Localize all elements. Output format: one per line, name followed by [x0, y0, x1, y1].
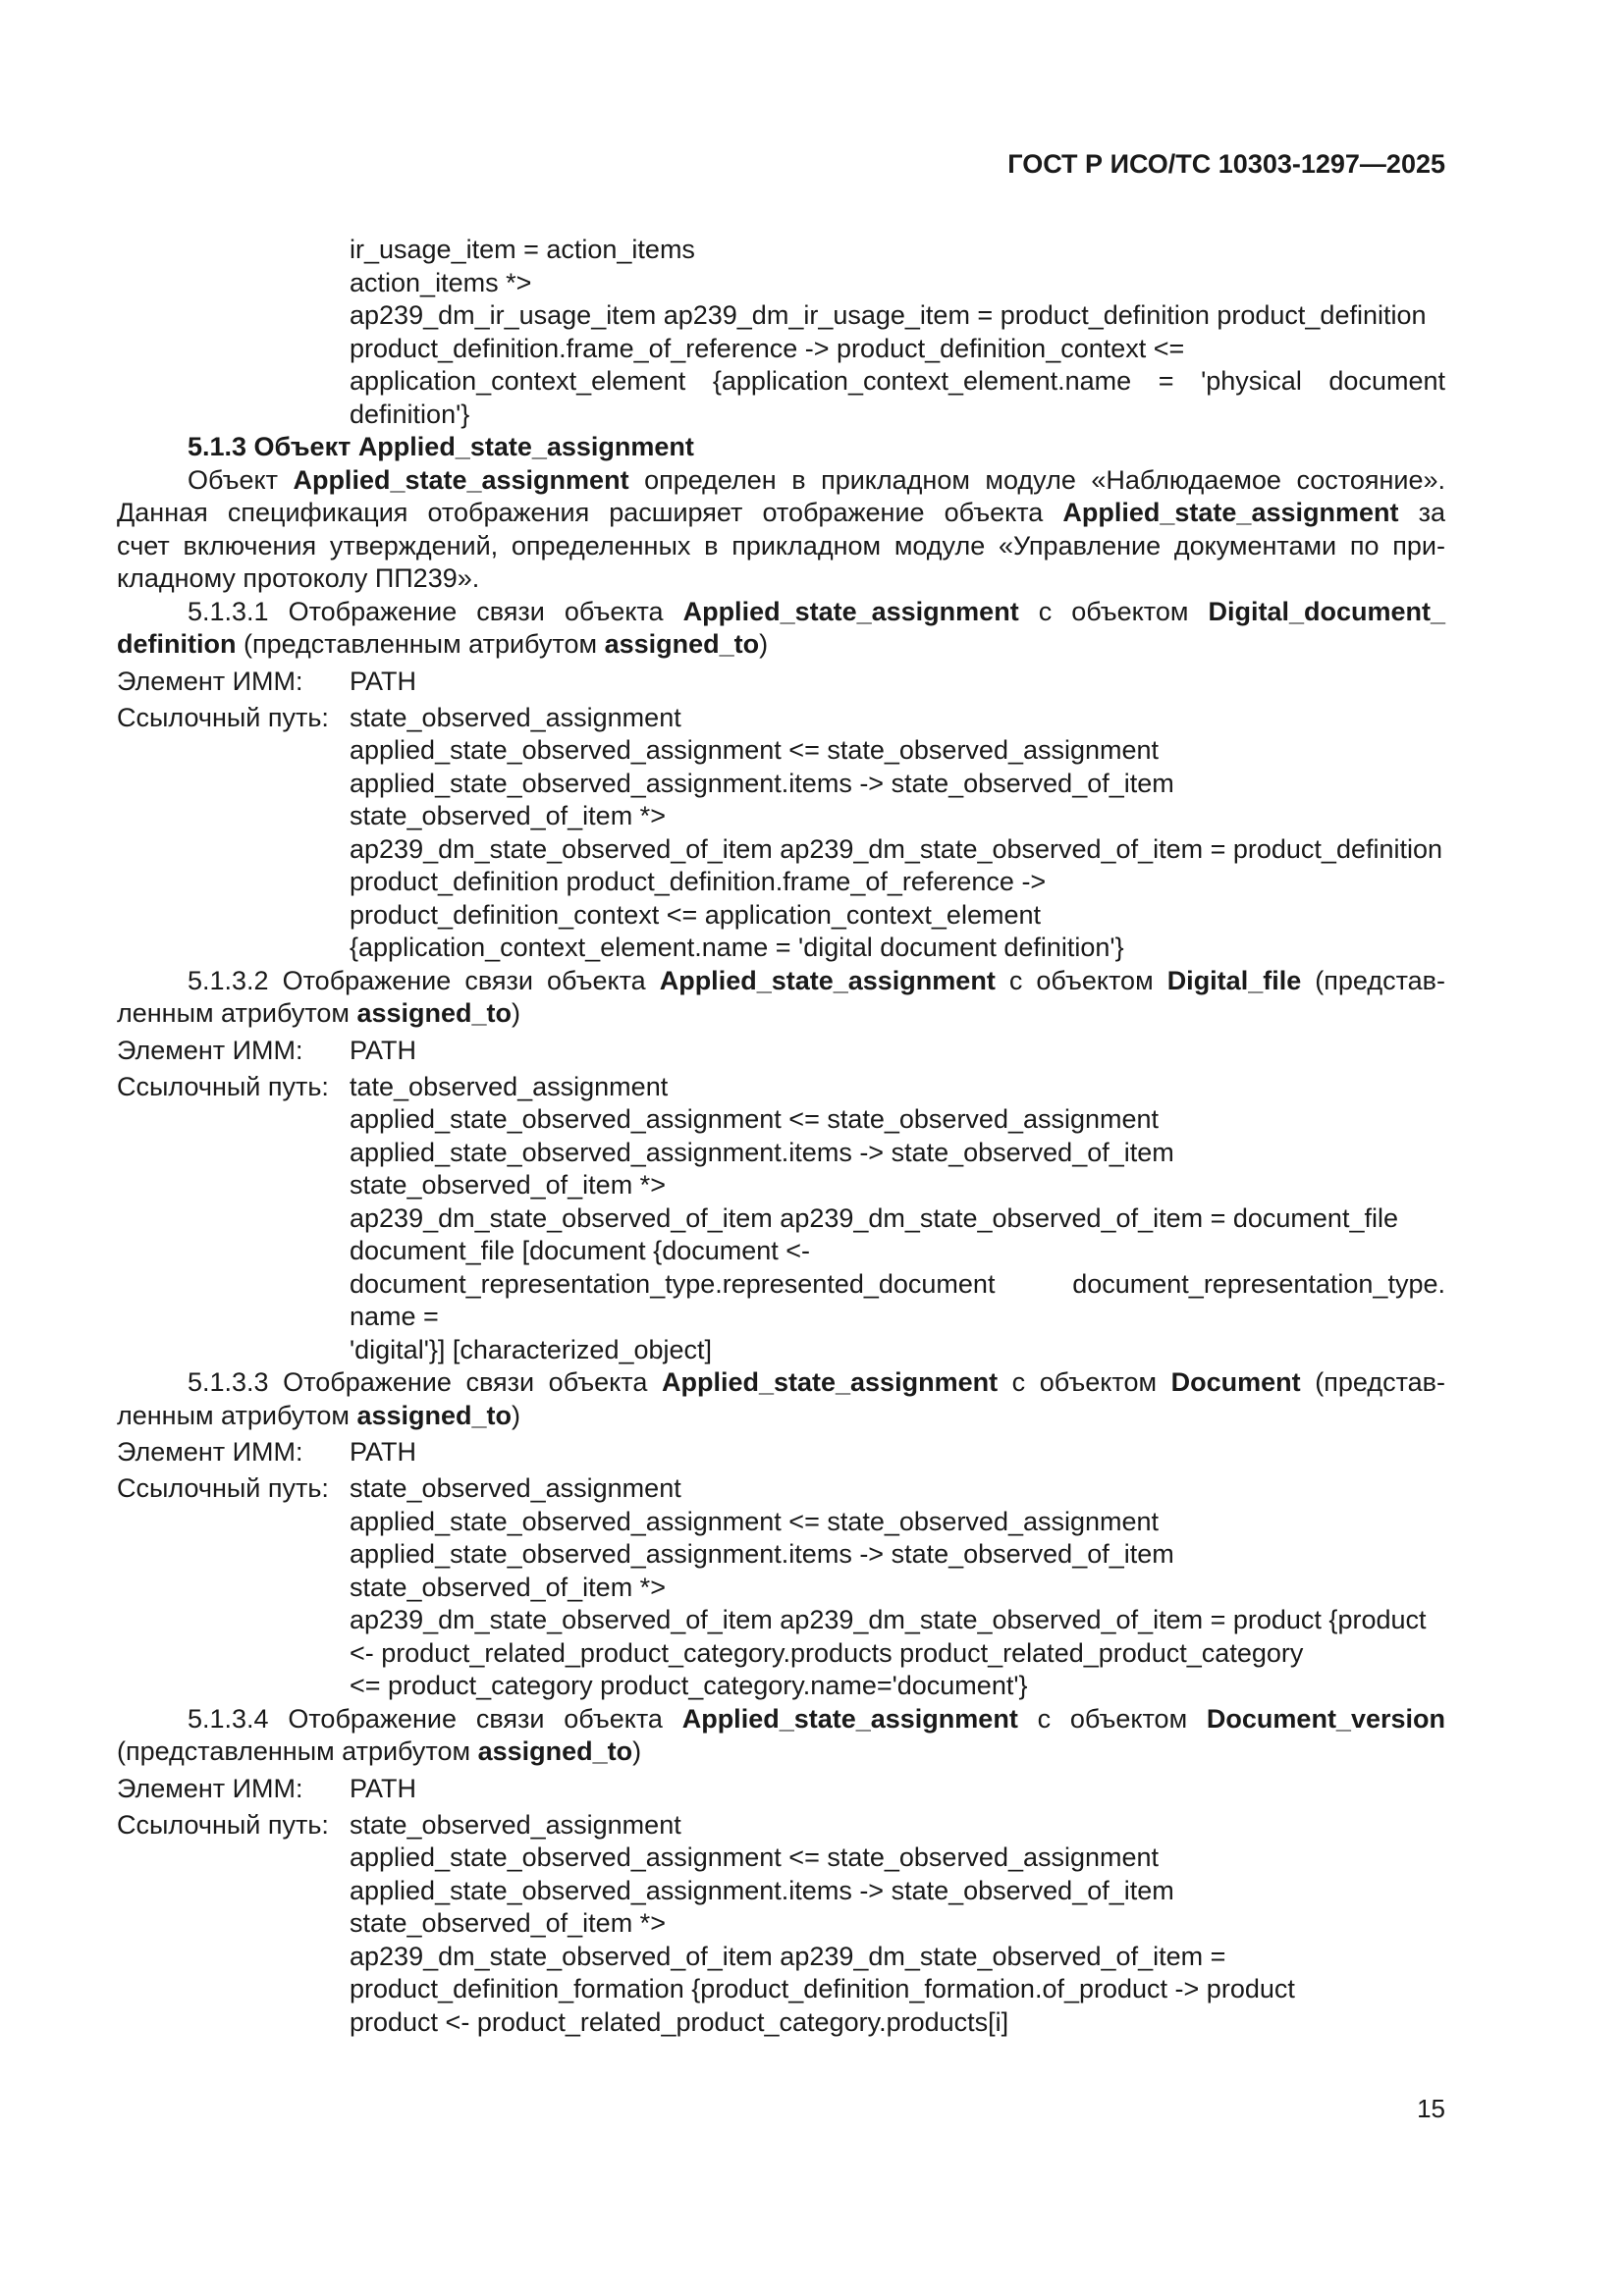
text: за	[1398, 498, 1445, 527]
standard-header: ГОСТ Р ИСО/ТС 10303-1297—2025	[1007, 149, 1445, 179]
paragraph-line	[117, 497, 1445, 530]
code-line: product_definition_context <= application_context_element	[350, 899, 1041, 930]
section-heading: 5.1.3 Объект Applied_state_assignment	[188, 432, 694, 461]
code-line: applied_state_observed_assignment <= state_observed_assignment	[350, 1104, 1160, 1134]
text: 5.1.3.1 Отображение связи объекта	[188, 596, 683, 626]
reference-path-row	[117, 1071, 1445, 1104]
entity-name: Applied_state_assignment	[659, 965, 996, 995]
text: )	[759, 629, 769, 659]
code-line: product_definition product_definition.frame_of_reference ->	[350, 867, 1047, 896]
page-content	[117, 234, 1445, 2039]
code-line: name =	[350, 1302, 439, 1331]
reference-path	[117, 1103, 1445, 1366]
code-line: applied_state_observed_assignment.items -> state_observed_of_item	[350, 768, 1174, 798]
code-line: product_definition_formation {product_definition_formation.of_product -> product	[350, 1974, 1295, 2003]
code-line: state_observed_assignment	[350, 1809, 681, 1840]
entity-name: Document_version	[1206, 1703, 1445, 1734]
reference-path-label: Ссылочный путь:	[117, 1473, 329, 1503]
text: (представленным атрибутом	[117, 1736, 478, 1766]
reference-path-row	[117, 1809, 1445, 1842]
code-line: document_file [document {document <-	[350, 1236, 811, 1265]
code-fragment: document_representation_type.represented_document	[350, 1268, 996, 1299]
subsection-title-line	[117, 965, 1445, 998]
code-line: tate_observed_assignment	[350, 1071, 669, 1101]
element-value: PATH	[350, 666, 417, 696]
text: определен в прикладном модуле «Наблюдаемое состояние».	[628, 464, 1445, 495]
code-line: state_observed_of_item *>	[350, 1572, 666, 1602]
code-line: ap239_dm_ir_usage_item ap239_dm_ir_usage_item = product_definition product_definition	[350, 300, 1427, 330]
text: (представленным атрибутом	[236, 629, 605, 659]
code-line: applied_state_observed_assignment <= state_observed_assignment	[350, 1842, 1160, 1872]
paragraph-line: кладному протоколу ПП239».	[117, 563, 480, 593]
code-line: {application_context_element.name = 'digital document definition'}	[350, 933, 1124, 962]
attribute-name: assigned_to	[477, 1736, 633, 1766]
reference-path	[117, 734, 1445, 965]
subsection-title-line	[117, 1735, 1445, 1769]
code-line: applied_state_observed_assignment.items -> state_observed_of_item	[350, 1539, 1174, 1569]
entity-name: Document	[1170, 1367, 1301, 1397]
text: 5.1.3.3 Отображение связи объекта	[188, 1367, 662, 1397]
subsection-title-line	[117, 1366, 1445, 1400]
reference-path	[117, 1842, 1445, 2039]
subsection-title-line	[117, 596, 1445, 629]
element-row	[117, 1771, 1445, 1807]
code-line: state_observed_of_item *>	[350, 1170, 666, 1200]
element-row	[117, 1033, 1445, 1069]
subsection-title-line	[117, 997, 1445, 1031]
code-line: 'digital'}] [characterized_object]	[350, 1334, 713, 1364]
code-line: <- product_related_product_category.products product_related_product_category	[350, 1637, 1304, 1668]
subsection-5-1-3-4	[117, 1703, 1445, 2040]
element-label: Элемент ИММ:	[117, 1437, 303, 1467]
element-label: Элемент ИММ:	[117, 1035, 303, 1065]
text: с объектом	[995, 965, 1167, 995]
element-value: PATH	[350, 1773, 417, 1803]
reference-path-label: Ссылочный путь:	[117, 1071, 329, 1101]
code-line	[350, 1268, 1445, 1302]
code-line: ap239_dm_state_observed_of_item ap239_dm_state_observed_of_item =	[350, 1941, 1226, 1971]
element-row	[117, 1434, 1445, 1470]
subsection-5-1-3-3	[117, 1366, 1445, 1703]
text: с объектом	[1017, 1703, 1207, 1734]
code-line: applied_state_observed_assignment <= state_observed_assignment	[350, 735, 1160, 765]
text: ленным атрибутом	[117, 1400, 357, 1430]
code-line: ir_usage_item = action_items	[350, 235, 695, 264]
reference-path-row	[117, 1472, 1445, 1506]
element-value: PATH	[350, 1437, 417, 1467]
text: 5.1.3.2 Отображение связи объекта	[188, 965, 660, 995]
code-line: state_observed_of_item *>	[350, 801, 666, 830]
element-value: PATH	[350, 1035, 417, 1065]
text: Объект	[188, 464, 294, 495]
code-line: ap239_dm_state_observed_of_item ap239_dm_state_observed_of_item = product {product	[350, 1605, 1427, 1634]
page-number: 15	[1417, 2094, 1445, 2123]
subsection-title-line	[117, 1703, 1445, 1736]
entity-name: definition	[117, 629, 237, 659]
paragraph-line: счет включения утверждений, определенных в прикладном модуле «Управление документами по при-	[117, 530, 1445, 561]
subsection-5-1-3-2	[117, 965, 1445, 1367]
code-line: <= product_category product_category.name='document'}	[350, 1671, 1028, 1700]
text: ленным атрибутом	[117, 998, 357, 1028]
reference-path	[117, 1506, 1445, 1703]
code-fragment: document_representation_type.	[1072, 1268, 1445, 1299]
attribute-name: assigned_to	[604, 629, 760, 659]
code-line: state_observed_of_item *>	[350, 1908, 666, 1938]
attribute-name: assigned_to	[356, 1400, 513, 1430]
reference-path-row	[117, 702, 1445, 735]
text: )	[512, 1400, 521, 1430]
code-line: action_items *>	[350, 267, 532, 297]
code-line: ap239_dm_state_observed_of_item ap239_dm_state_observed_of_item = product_definition	[350, 833, 1443, 864]
entity-name: Applied_state_assignment	[681, 1703, 1018, 1734]
paragraph-line	[117, 464, 1445, 498]
entity-name: Applied_state_assignment	[661, 1367, 999, 1397]
text: (представ-	[1301, 965, 1445, 995]
code-line: product <- product_related_product_category.products[i]	[350, 2006, 1009, 2037]
text: (представ-	[1300, 1367, 1445, 1397]
code-line: application_context_element {application_context_element.name = 'physical document	[350, 366, 1445, 396]
element-row	[117, 664, 1445, 700]
code-line: state_observed_assignment	[350, 702, 681, 732]
text: )	[632, 1736, 642, 1766]
code-line: definition'}	[350, 399, 470, 429]
element-label: Элемент ИММ:	[117, 1773, 303, 1803]
section-paragraph	[117, 464, 1445, 596]
text: 5.1.3.4 Отображение связи объекта	[188, 1703, 682, 1734]
entity-name: Applied_state_assignment	[1062, 498, 1399, 527]
subsection-title-line	[117, 1400, 1445, 1433]
reference-path-label: Ссылочный путь:	[117, 702, 329, 732]
text: с объектом	[998, 1367, 1171, 1397]
element-label: Элемент ИММ:	[117, 666, 303, 696]
entity-name: Digital_file	[1166, 965, 1302, 995]
reference-path-label: Ссылочный путь:	[117, 1809, 329, 1840]
code-line: product_definition.frame_of_reference -> product_definition_context <=	[350, 333, 1185, 363]
code-line: applied_state_observed_assignment <= state_observed_assignment	[350, 1506, 1160, 1536]
entity-name: Applied_state_assignment	[293, 464, 629, 495]
entity-name: Applied_state_assignment	[682, 596, 1019, 626]
text: с объектом	[1018, 596, 1209, 626]
code-line: applied_state_observed_assignment.items -> state_observed_of_item	[350, 1137, 1174, 1167]
code-line: applied_state_observed_assignment.items -> state_observed_of_item	[350, 1875, 1174, 1905]
code-line: state_observed_assignment	[350, 1473, 681, 1503]
text: Данная спецификация отображения расширяет отображение объекта	[117, 498, 1063, 527]
subsection-5-1-3-1	[117, 596, 1445, 965]
subsection-title-line	[117, 628, 1445, 662]
entity-name: Digital_document_	[1208, 596, 1445, 626]
continued-reference-path	[117, 234, 1445, 431]
text: )	[512, 998, 521, 1028]
attribute-name: assigned_to	[356, 998, 513, 1028]
code-line: ap239_dm_state_observed_of_item ap239_dm_state_observed_of_item = document_file	[350, 1202, 1398, 1233]
